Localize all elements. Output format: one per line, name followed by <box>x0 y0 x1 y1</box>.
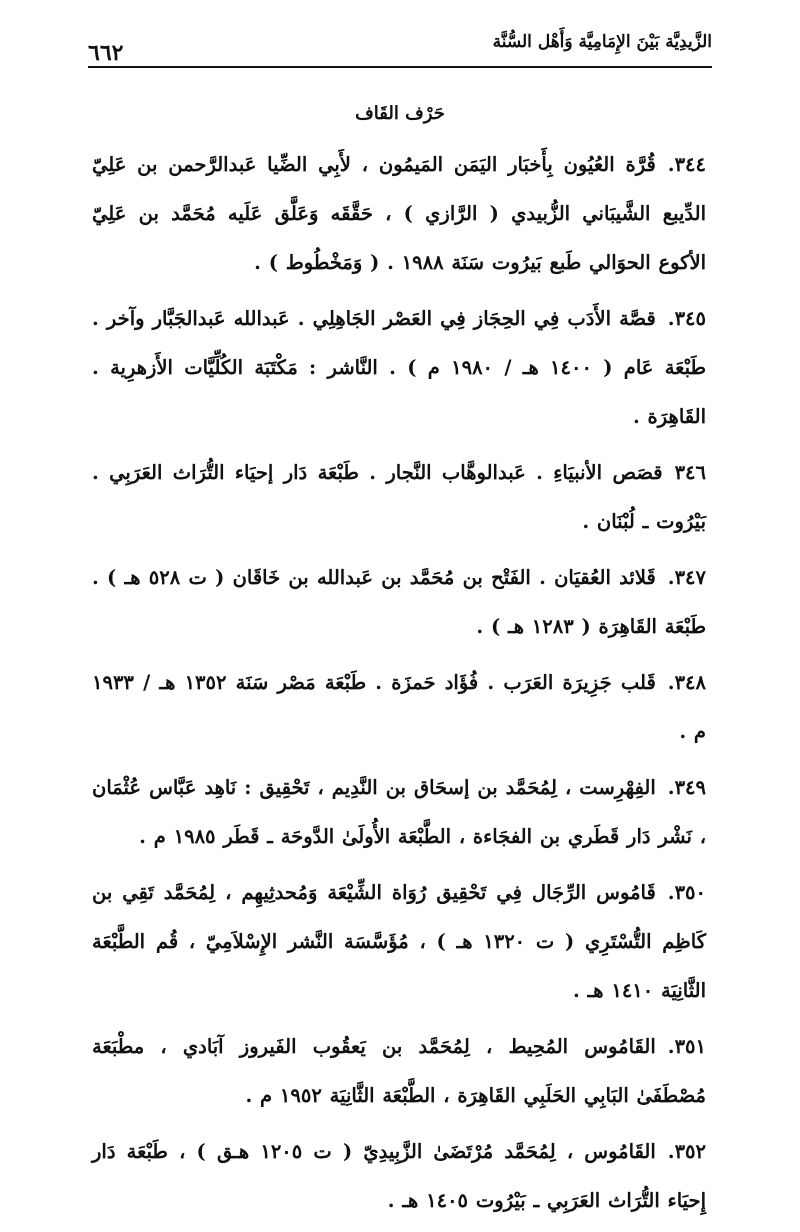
entry-number: ٣٥٠. <box>667 881 706 904</box>
page-number: ٦٦٢ <box>88 40 124 66</box>
entry-text: قَامُوس الرِّجَال فِي تَحْقِيق رُوَاة الشِّيْعَة وَمُحدثِيهِم ، لِمُحَمَّد تَقِي بن كَاظِم التُّسْتَرِي ( ت ١٣٢٠ هـ ) ، مُؤَسَّسَة النَّشر الإِسْلاَمِيّ ، قُم الطَّبْعَة الثَّانِيَة ١٤١٠ هـ . <box>92 881 706 1002</box>
entry-number: ٣٤٤. <box>667 153 706 176</box>
bibliography-entry <box>92 658 706 756</box>
entry-text: القَامُوس المُحِيط ، لِمُحَمَّد بن يَعقُوب الفَيروز آبَادي ، مطْبَعَة مُصْطَفَىٰ البَابِي الحَلَبِي القَاهِرَة ، الطَّبْعَة الثَّانِيَة ١٩٥٢ م . <box>92 1035 706 1107</box>
bibliography-entry <box>92 1127 706 1225</box>
bibliography-entry <box>92 448 706 546</box>
entry-text: قُرَّة العُيُون بِأَخبَار اليَمَن المَيمُون ، لأَبِي الضِّيا عَبدالرَّحمن بن عَلِيّ الدِّيبع الشَّيبَاني الزُّبيدي ( الرَّازي ) ، حَقَّقَه وَعَلَّق عَلَيه مُحَمَّد بن عَلِيّ الأكوع الحوَالي طَبع بَيرُوت سَنَة ١٩٨٨ . ( وَمَخْطُوط ) . <box>92 153 706 274</box>
entry-text: الفِهْرِست ، لِمُحَمَّد بن إسحَاق بن النَّدِيم ، تَحْقِيق : نَاهِد عَبَّاس عُثْمَان ، نَشْر دَار قَطَري بن الفجَاءة ، الطَّبْعَة الأُولَىٰ الدَّوحَة ـ قَطَر ١٩٨٥ م . <box>92 776 706 848</box>
bibliography-entry <box>92 868 706 1015</box>
entry-number: ٣٤٧. <box>667 566 706 589</box>
entry-number: ٣٤٦ <box>674 461 706 484</box>
bibliography-entry <box>92 140 706 287</box>
entry-number: ٣٤٥. <box>667 307 706 330</box>
bibliography-entry <box>92 763 706 861</box>
entry-text: قَلائد العُقيَان . الفَتْح بن مُحَمَّد بن عَبدالله بن خَاقَان ( ت ٥٢٨ هـ ) . طَبْعَة القَاهِرَة ( ١٢٨٣ هـ ) . <box>92 566 706 638</box>
bibliography-entry <box>92 1022 706 1120</box>
section-heading: حَرْف القَاف <box>355 103 445 124</box>
entry-number: ٣٥١. <box>667 1035 706 1058</box>
entry-text: قَلب جَزِيرَة العَرَب . فُؤَاد حَمزَة . طَبْعَة مَصْر سَنَة ١٣٥٢ هـ / ١٩٣٣ م . <box>92 671 706 743</box>
running-header <box>88 30 712 64</box>
bibliography-entry <box>92 294 706 441</box>
entry-number: ٣٥٢. <box>667 1140 706 1163</box>
entry-text: قصَّة الأَدَب فِي الحِجَاز فِي العَصْر الجَاهِلِي . عَبدالله عَبدالجَبَّار وآخر . طَبْعَة عَام ( ١٤٠٠ هـ / ١٩٨٠ م ) . النَّاشر : مَكْتَبَة الكُلِّيَّات الأَزهرِية . القَاهِرَة . <box>92 307 706 428</box>
entry-number: ٣٤٩. <box>667 776 706 799</box>
header-rule <box>88 66 712 68</box>
running-title: الزَّيدِيَّة بَيْنَ الإِمَامِيَّة وَأَهْل السُّنَّة <box>492 32 712 52</box>
entry-text: قصَص الأنبيَاءِ . عَبدالوهَّاب النَّجار . طَبْعَة دَار إحيَاء التُّرَاث العَرَبِي . بَيْرُوت ـ لُبْنَان . <box>92 461 706 533</box>
entry-text: القَامُوس ، لِمُحَمَّد مُرْتَضَىٰ الزَّبِيدِيّ ( ت ١٢٠٥ هـق ) ، طَبْعَة دَار إِحيَاء التُّرَاث العَرَبِي ـ بَيْرُوت ١٤٠٥ هـ . <box>92 1140 706 1212</box>
bibliography-list <box>92 140 706 1232</box>
bibliography-entry <box>92 553 706 651</box>
entry-number: ٣٤٨. <box>667 671 706 694</box>
